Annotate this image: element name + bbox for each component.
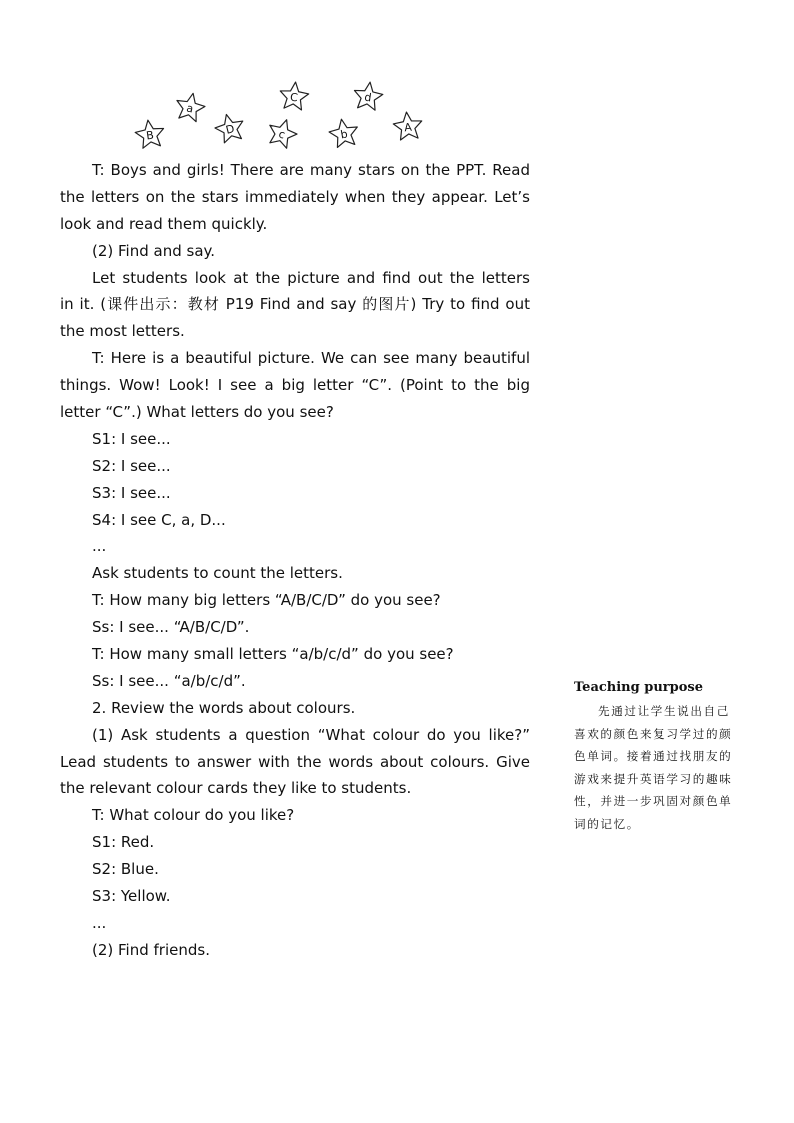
star-letter: a: [185, 101, 195, 116]
text-line: T: Here is a beautiful picture. We can see many beautiful: [92, 349, 530, 368]
text-line: T: How many small letters “a/b/c/d” do you see?: [92, 645, 454, 664]
lesson-text: [60, 157, 530, 964]
text-line: T: What colour do you like?: [92, 806, 295, 825]
text-line: Ss: I see... “A/B/C/D”.: [92, 618, 250, 637]
text-line: S1: I see...: [92, 429, 171, 448]
letter-star: [279, 81, 310, 111]
letter-star: [327, 117, 360, 149]
text-line: T: How many big letters “A/B/C/D” do you see?: [92, 591, 441, 610]
text-line: the letters on the stars immediately when they appear. Let’s: [60, 187, 530, 206]
letter-star: [352, 80, 384, 111]
text-line: S3: Yellow.: [92, 887, 171, 906]
text-line: (2) Find and say.: [92, 241, 216, 260]
letter-star: [265, 115, 301, 150]
sidebar-title: Teaching purpose: [574, 680, 703, 695]
text-line: T: Boys and girls! There are many stars on the PPT. Read: [92, 161, 530, 179]
letter-star: [134, 118, 166, 149]
letter-star: [212, 111, 246, 144]
text-line: (2) Find friends.: [92, 940, 210, 959]
text-line: Let students look at the picture and find out the letters: [92, 268, 530, 287]
text-line: S2: Blue.: [92, 860, 159, 879]
text-line: S2: I see...: [92, 456, 171, 475]
star-letter: D: [224, 122, 236, 137]
sidebar-text: 先通过让学生说出自己喜欢的颜色来复习学过的颜色单词。接着通过找朋友的游戏来提升英语学习的趣味性，并进一步巩固对颜色单词的记忆。: [574, 704, 733, 831]
text-line: S3: I see...: [92, 483, 171, 502]
letter-stars-illustration: [120, 70, 440, 160]
text-line: the most letters.: [60, 322, 185, 341]
text-line: Ask students to count the letters.: [92, 564, 343, 583]
text-line: Ss: I see... “a/b/c/d”.: [92, 671, 246, 690]
text-line: look and read them quickly.: [60, 214, 268, 233]
text-line: S1: Red.: [92, 833, 155, 852]
letter-star: [173, 90, 207, 122]
star-letter: C: [289, 90, 299, 105]
letter-star: [392, 111, 423, 141]
teaching-purpose-note: [574, 678, 742, 835]
text-line: letter “C”.) What letters do you see?: [60, 403, 334, 422]
star-letter: c: [276, 127, 287, 142]
text-line: (1) Ask students a question “What colour do you like?”: [92, 725, 530, 744]
text-line: ...: [92, 537, 107, 556]
star-letter: A: [403, 120, 413, 135]
star-letter: B: [145, 128, 155, 143]
star-letter: b: [339, 127, 349, 142]
text-line: 2. Review the words about colours.: [92, 698, 356, 717]
star-letter: d: [363, 90, 373, 105]
text-line: S4: I see C, a, D...: [92, 510, 226, 529]
text-line: ...: [92, 913, 107, 932]
text-line: Lead students to answer with the words about colours. Give: [60, 752, 530, 771]
text-line: in it. (课件出示：教材 P19 Find and say 的图片) Try to find out: [60, 295, 530, 314]
text-line: things. Wow! Look! I see a big letter “C”. (Point to the big: [60, 376, 530, 395]
text-line: the relevant colour cards they like to students.: [60, 779, 412, 798]
